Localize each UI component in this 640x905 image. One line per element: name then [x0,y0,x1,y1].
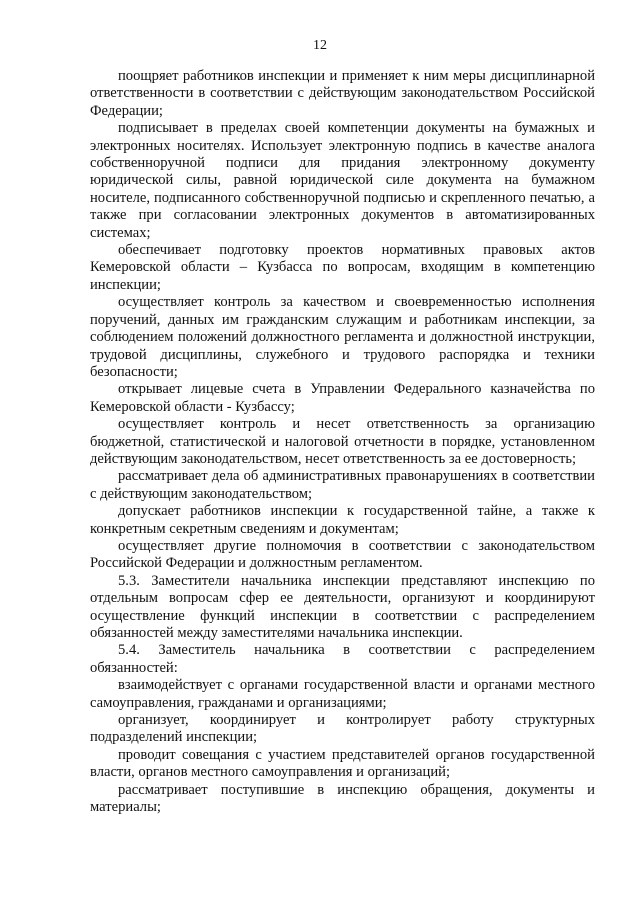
paragraph: проводит совещания с участием представителей органов государственной власти, органов местного самоуправления и организаций; [90,746,595,781]
paragraph: взаимодействует с органами государственной власти и органами местного самоуправления, гражданами и организациями; [90,677,595,711]
paragraph: поощряет работников инспекции и применяет к ним меры дисциплинарной ответственности в соответствии с действующим законодательством Российской Федерации; [90,68,595,119]
paragraph: осуществляет другие полномочия в соответствии с законодательством Российской Федерации и должностным регламентом. [90,537,595,572]
paragraph: открывает лицевые счета в Управлении Федерального казначейства по Кемеровской области - Кузбассу; [90,381,595,415]
paragraph: рассматривает поступившие в инспекцию обращения, документы и материалы; [90,781,595,816]
paragraph: 5.4. Заместитель начальника в соответствии с распределением обязанностей: [90,642,595,676]
paragraph: обеспечивает подготовку проектов нормативных правовых актов Кемеровской области – Кузбасса по вопросам, входящим в компетенцию инспекции; [90,242,595,293]
paragraph: рассматривает дела об административных правонарушениях в соответствии с действующим законодательством; [90,468,595,502]
page-number: 12 [313,38,327,53]
paragraph: осуществляет контроль и несет ответственность за организацию бюджетной, статистической и налоговой отчетности в порядке, установленном действующим законодательством, несет ответственность за ее достоверность; [90,416,595,467]
paragraph: осуществляет контроль за качеством и своевременностью исполнения поручений, данных им гражданским служащим и работникам инспекции, за соблюдением положений должностного регламента и должностной инструкции, трудовой дисциплины, служебного и трудового распорядка и техники безопасности; [90,294,595,380]
paragraph: 5.3. Заместители начальника инспекции представляют инспекцию по отдельным вопросам сфер ее деятельности, организуют и координируют осуществление функций инспекции в соответствии с распределением обязанностей между заместителями начальника инспекции. [90,572,595,641]
paragraph: подписывает в пределах своей компетенции документы на бумажных и электронных носителях. Использует электронную подпись в качестве аналога собственноручной подписи для придания электронному документу юридической силы, равной юридической силе документа на бумажном носителе, подписанного собственноручной подписью и скрепленного печатью, а также при согласовании электронных документов в автоматизированных системах; [90,120,595,241]
document-body [90,68,595,816]
paragraph: допускает работников инспекции к государственной тайне, а также к конкретным секретным сведениям и документам; [90,503,595,537]
paragraph: организует, координирует и контролирует работу структурных подразделений инспекции; [90,712,595,746]
